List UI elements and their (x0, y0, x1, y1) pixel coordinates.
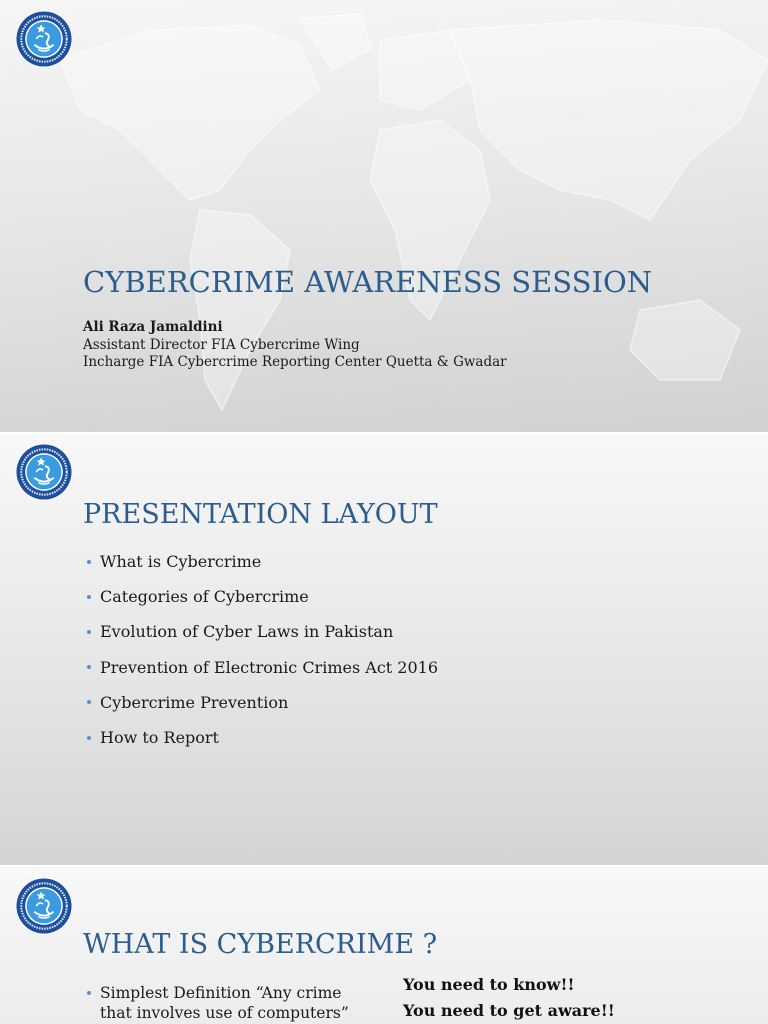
callout-text: You need to know!! (403, 975, 575, 994)
definition-list (100, 983, 362, 1023)
slide-heading: PRESENTATION LAYOUT (83, 499, 438, 530)
agenda-item: Evolution of Cyber Laws in Pakistan (100, 614, 438, 649)
agenda-item: How to Report (100, 720, 438, 755)
slide-title (0, 0, 768, 432)
fia-emblem-icon (15, 443, 73, 501)
agenda-item: Cybercrime Prevention (100, 685, 438, 720)
agenda-item: Prevention of Electronic Crimes Act 2016 (100, 650, 438, 685)
slide-what-is-cybercrime (0, 867, 768, 1024)
north-america-shape (60, 25, 320, 200)
presenter-post: Incharge FIA Cybercrime Reporting Center Quetta & Gwadar (83, 354, 507, 370)
presenter-role: Assistant Director FIA Cybercrime Wing (83, 336, 360, 353)
slide-title-heading: CYBERCRIME AWARENESS SESSION (83, 265, 653, 299)
fia-emblem-icon (15, 877, 73, 935)
awareness-callouts (403, 972, 615, 1024)
greenland-shape (300, 14, 372, 70)
callout-text: You need to get aware!! (403, 1001, 615, 1020)
presenter-info (83, 319, 507, 372)
agenda-list (100, 544, 438, 755)
fia-emblem-icon (15, 10, 73, 68)
south-america-shape (190, 210, 290, 410)
definition-item: Simplest Definition “Any crime that involves use of computers” (100, 983, 362, 1023)
slide-presentation-layout (0, 434, 768, 865)
agenda-item: Categories of Cybercrime (100, 579, 438, 614)
agenda-item: What is Cybercrime (100, 544, 438, 579)
presenter-name: Ali Raza Jamaldini (83, 319, 223, 335)
slide-heading: WHAT IS CYBERCRIME ? (83, 929, 438, 960)
australia-shape (630, 300, 740, 380)
asia-shape (450, 20, 768, 220)
